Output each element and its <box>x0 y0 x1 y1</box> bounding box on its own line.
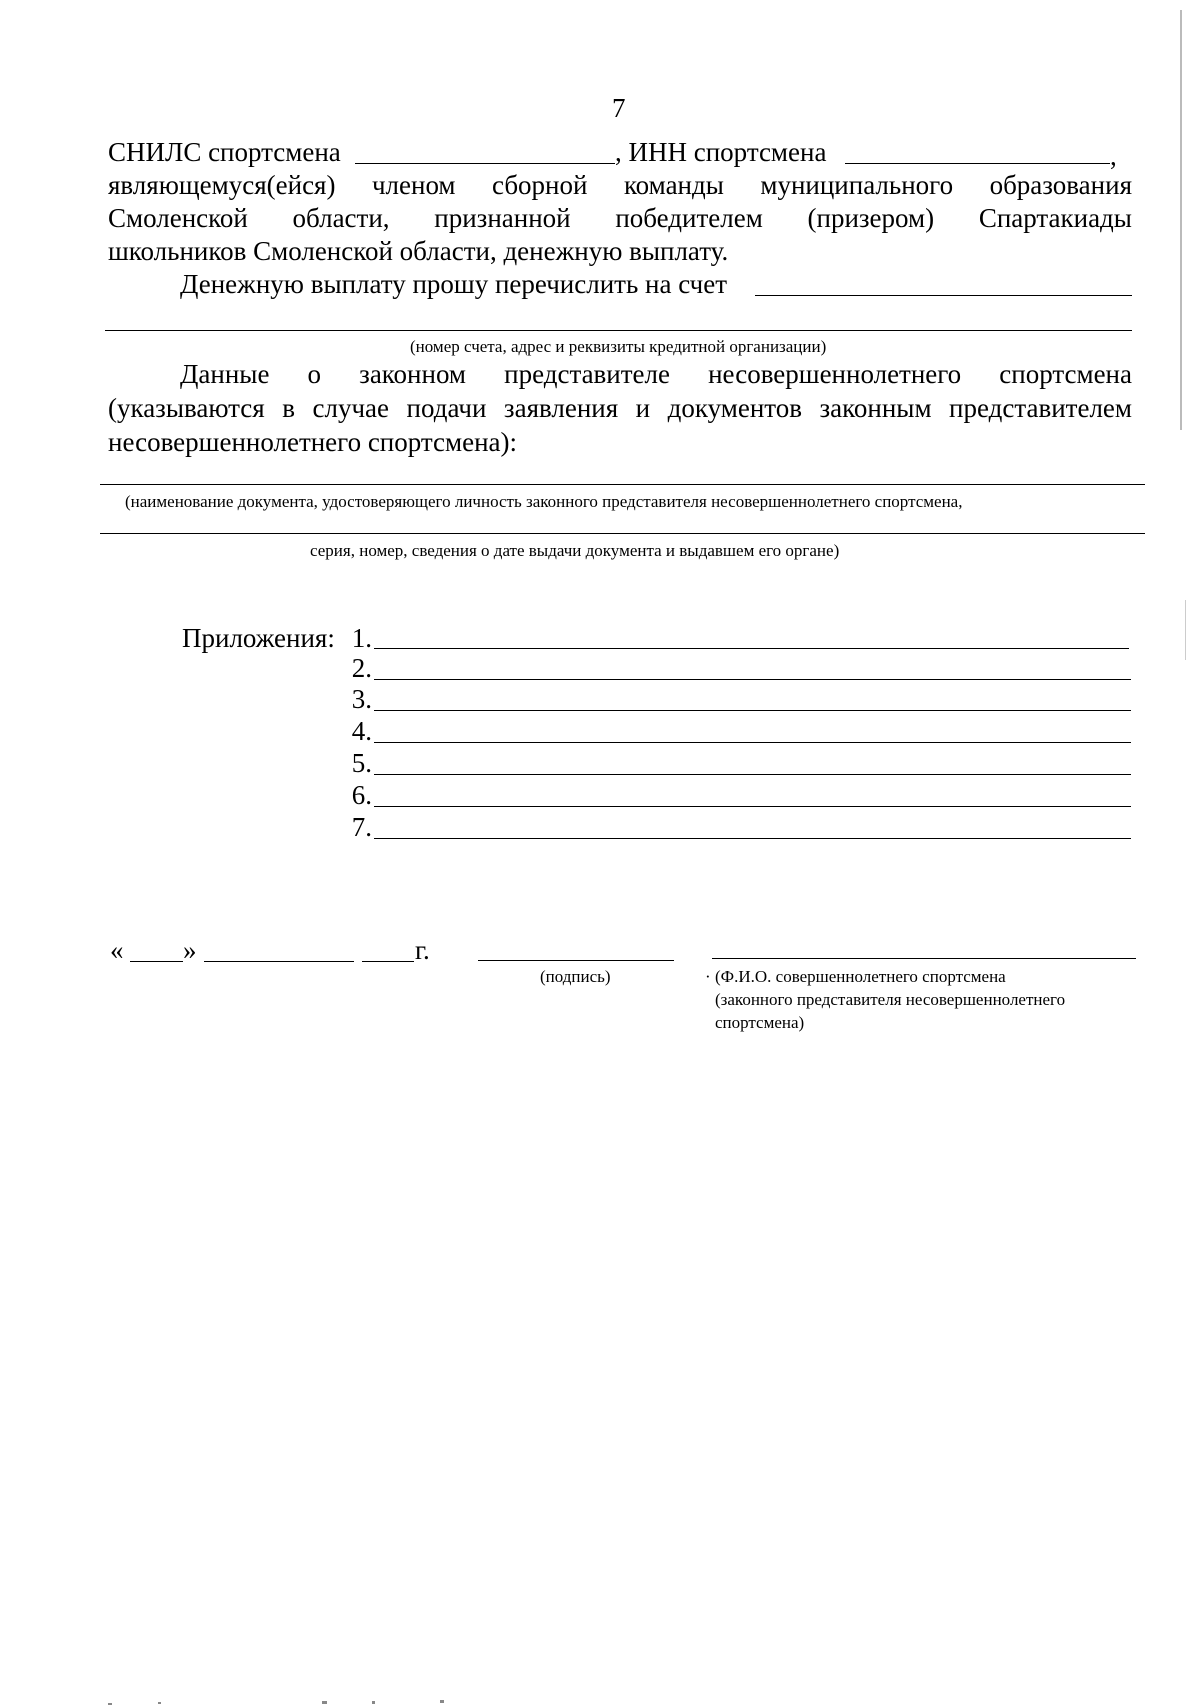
date-month-line[interactable] <box>204 961 354 962</box>
intro-word: образования <box>989 170 1132 200</box>
intro-word: (призером) <box>807 203 935 233</box>
scan-speck <box>372 1701 375 1704</box>
scan-speck <box>440 1700 444 1703</box>
date-day-line[interactable] <box>130 961 183 962</box>
attachment-line-4[interactable] <box>374 742 1131 743</box>
signature-line[interactable] <box>478 960 674 961</box>
attachment-line-7[interactable] <box>374 838 1131 839</box>
attachment-line-6[interactable] <box>374 806 1131 807</box>
full-name-line[interactable] <box>712 958 1136 959</box>
scan-edge-artifact <box>1180 10 1182 430</box>
inn-field-line[interactable] <box>845 163 1110 164</box>
representative-doc-caption-1: (наименование документа, удостоверяющего личность законного представителя несовершеннолетнего спортсмена, <box>125 492 963 511</box>
intro-word: Спартакиады <box>978 203 1132 233</box>
intro-word: членом <box>371 170 456 200</box>
date-year-suffix: г. <box>415 935 430 965</box>
representative-line-3: несовершеннолетнего спортсмена): <box>108 427 518 457</box>
intro-word: Смоленской <box>108 203 248 233</box>
attachment-number-5: 5. <box>351 748 372 778</box>
attachment-number-1: 1. <box>351 623 372 653</box>
attachment-number-2: 2. <box>351 653 372 683</box>
date-year-line[interactable] <box>362 961 414 962</box>
trailing-comma: , <box>1110 141 1117 171</box>
attachment-line-5[interactable] <box>374 774 1131 775</box>
representative-word: о <box>307 359 322 389</box>
snils-field-line[interactable] <box>355 163 615 164</box>
full-name-caption-2: (законного представителя несовершеннолетнего <box>715 990 1066 1009</box>
intro-word: области, <box>292 203 390 233</box>
representative-word: представителе <box>504 359 670 389</box>
full-name-caption-1: (Ф.И.О. совершеннолетнего спортсмена <box>715 967 1006 986</box>
attachment-line-3[interactable] <box>374 710 1131 711</box>
full-name-caption-3: спортсмена) <box>715 1013 805 1032</box>
date-open-quote: « <box>110 935 124 965</box>
date-close-quote: » <box>183 935 197 965</box>
attachment-number-4: 4. <box>351 716 372 746</box>
representative-line-2: (указываются в случае подачи заявления и документов законным представителем <box>108 393 1132 423</box>
payment-request-label: Денежную выплату прошу перечислить на счет <box>180 269 728 299</box>
intro-word: признанной <box>434 203 571 233</box>
intro-word: победителем <box>615 203 763 233</box>
representative-word: спортсмена <box>999 359 1132 389</box>
representative-doc-line-2[interactable] <box>100 533 1145 534</box>
full-name-caption-bullet: · <box>705 967 711 986</box>
snils-label: СНИЛС спортсмена <box>108 137 341 167</box>
representative-line-1 <box>180 358 1132 391</box>
attachment-number-3: 3. <box>351 684 372 714</box>
intro-word: команды <box>623 170 724 200</box>
signature-caption: (подпись) <box>540 967 611 986</box>
account-field-line[interactable] <box>755 295 1132 296</box>
scan-edge-artifact <box>1185 600 1186 660</box>
intro-line-2 <box>108 169 1132 202</box>
attachment-number-6: 6. <box>351 780 372 810</box>
representative-doc-line-1[interactable] <box>100 484 1145 485</box>
intro-word: сборной <box>492 170 588 200</box>
intro-word: муниципального <box>760 170 954 200</box>
intro-line-3 <box>108 202 1132 235</box>
intro-line-4: школьников Смоленской области, денежную выплату. <box>108 236 729 266</box>
attachment-number-7: 7. <box>351 812 372 842</box>
inn-label: , ИНН спортсмена <box>615 137 827 167</box>
intro-word: являющемуся(ейся) <box>108 170 336 200</box>
scan-speck <box>108 1703 112 1705</box>
account-caption: (номер счета, адрес и реквизиты кредитной организации) <box>410 337 827 356</box>
page-number: 7 <box>612 93 626 123</box>
account-field-line-2[interactable] <box>105 330 1132 331</box>
representative-doc-caption-2: серия, номер, сведения о дате выдачи документа и выдавшем его органе) <box>310 541 840 560</box>
scan-speck <box>322 1701 327 1704</box>
attachments-label: Приложения: <box>182 623 335 653</box>
scan-speck <box>158 1702 161 1704</box>
representative-word: несовершеннолетнего <box>708 359 962 389</box>
attachment-line-1[interactable] <box>374 648 1129 649</box>
attachment-line-2[interactable] <box>374 679 1131 680</box>
representative-word: Данные <box>180 359 270 389</box>
representative-word: законном <box>359 359 467 389</box>
